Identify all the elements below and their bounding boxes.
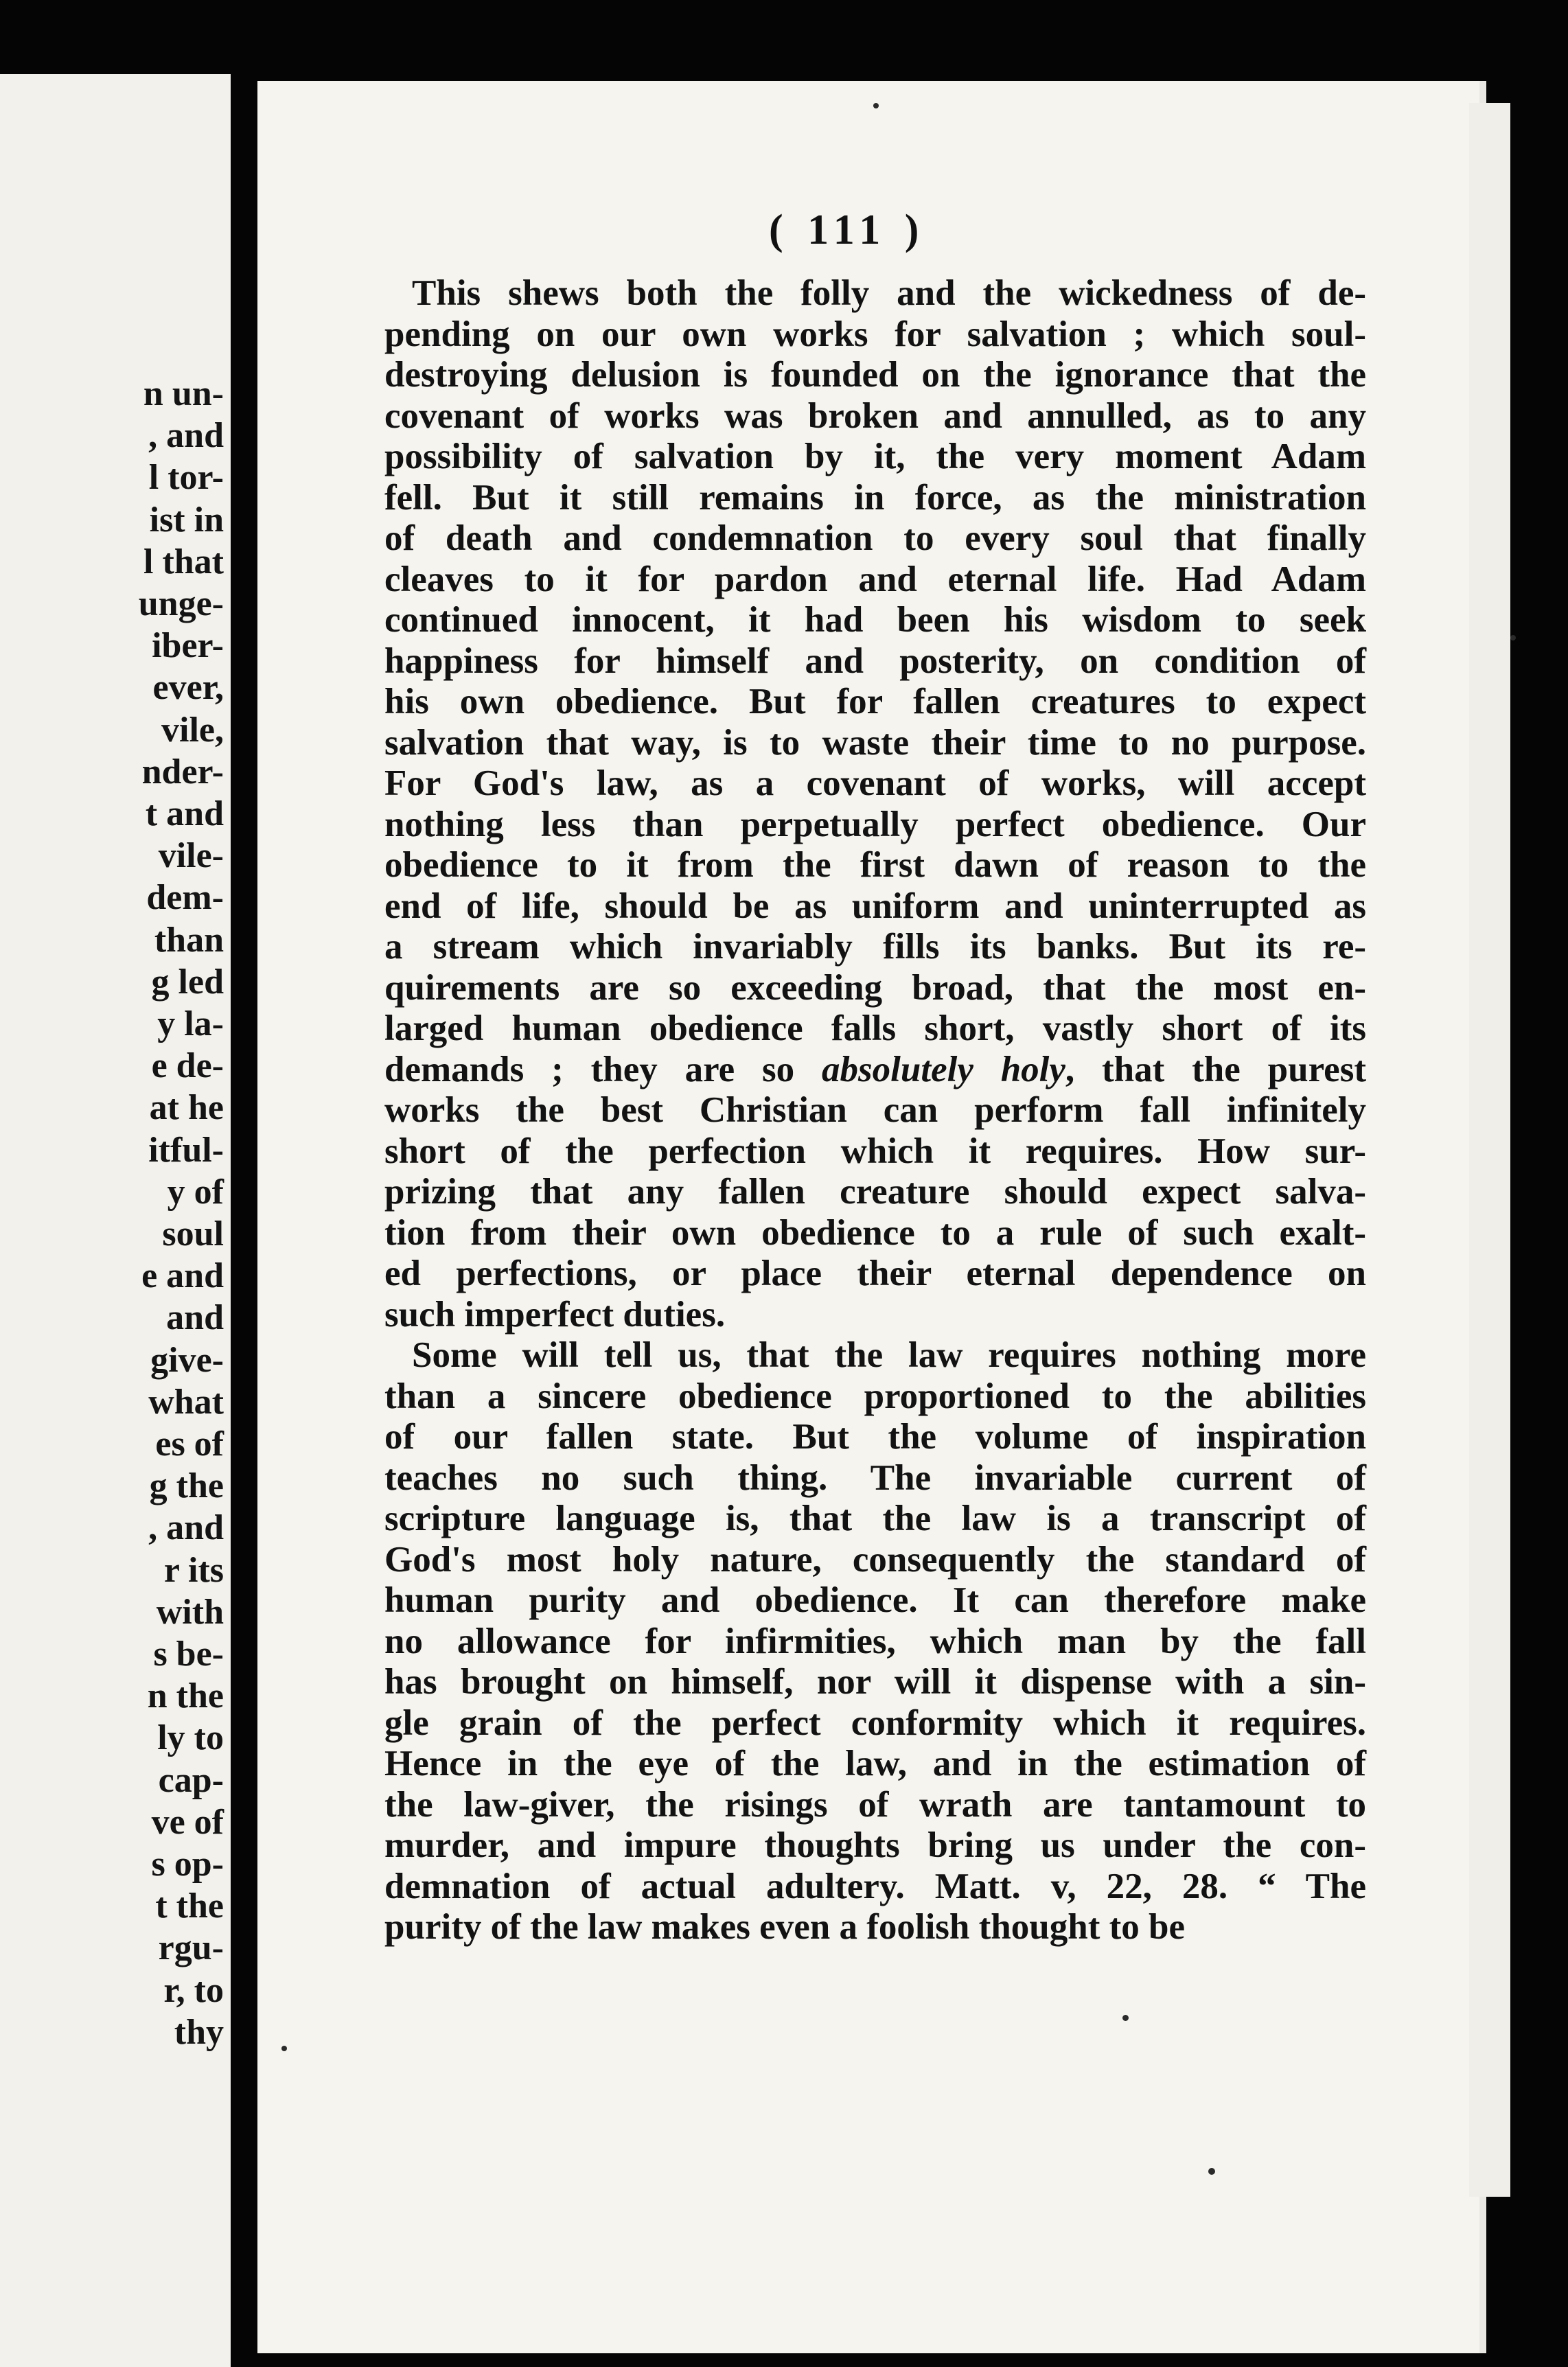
left-page-line-fragment: thy bbox=[174, 2012, 224, 2052]
text-line: larged human obedience falls short, vastly short of its bbox=[384, 1008, 1366, 1048]
text-line: pending on our own works for salvation ; which soul- bbox=[384, 314, 1366, 354]
left-page-line-fragment: e de- bbox=[151, 1046, 224, 1086]
left-page-line-fragment: l that bbox=[143, 542, 224, 581]
left-page-line-fragment: vile, bbox=[161, 710, 224, 750]
left-page-line-fragment: , and bbox=[148, 1508, 224, 1548]
paragraph bbox=[384, 273, 1366, 1335]
left-page-line-fragment: ist in bbox=[149, 500, 224, 540]
left-page-line-fragment: r its bbox=[163, 1550, 224, 1590]
text-line: covenant of works was broken and annulled, as to any bbox=[384, 395, 1366, 436]
left-page-line-fragment: y of bbox=[167, 1172, 224, 1212]
text-line: cleaves to it for pardon and eternal life. Had Adam bbox=[384, 559, 1366, 599]
text-line: the law-giver, the risings of wrath are tantamount to bbox=[384, 1784, 1366, 1825]
left-page-line-fragment: s be- bbox=[153, 1635, 224, 1674]
left-page-line-fragment: rgu- bbox=[158, 1928, 224, 1968]
text-line: tion from their own obedience to a rule of such exalt- bbox=[384, 1212, 1366, 1253]
text-line: no allowance for infirmities, which man by the fall bbox=[384, 1621, 1366, 1661]
left-page-line-fragment: cap- bbox=[158, 1760, 224, 1800]
text-line: For God's law, as a covenant of works, will accept bbox=[384, 763, 1366, 803]
text-line: such imperfect duties. bbox=[384, 1294, 726, 1335]
text-line: prizing that any fallen creature should expect salva- bbox=[384, 1172, 1366, 1212]
text-line: scripture language is, that the law is a transcript of bbox=[384, 1499, 1366, 1538]
left-page-line-fragment: unge- bbox=[138, 584, 224, 623]
ink-spot bbox=[1122, 2015, 1129, 2021]
left-page-line-fragment: g the bbox=[149, 1466, 224, 1506]
left-page-line-fragment: r, to bbox=[163, 1970, 224, 2010]
text-line: teaches no such thing. The invariable current of bbox=[384, 1457, 1366, 1498]
left-page-line-fragment: , and bbox=[148, 416, 224, 456]
page-number: ( 111 ) bbox=[769, 207, 926, 253]
left-page-line-fragment: t the bbox=[155, 1886, 224, 1926]
left-page-line-fragment: vile- bbox=[158, 836, 224, 876]
left-page-line-fragment: e and bbox=[141, 1256, 224, 1296]
left-page-line-fragment: soul bbox=[162, 1214, 224, 1254]
text-line: his own obedience. But for fallen creatures to expect bbox=[384, 682, 1366, 721]
left-page-line-fragment: y la- bbox=[157, 1004, 224, 1043]
left-page-line-fragment: ve of bbox=[151, 1802, 224, 1842]
left-page-line-fragment: ever, bbox=[152, 668, 224, 708]
left-page-line-fragment: ly to bbox=[157, 1718, 224, 1758]
left-page-line-fragment: s op- bbox=[151, 1845, 224, 1884]
text-line: gle grain of the perfect conformity which it requires. bbox=[384, 1702, 1366, 1743]
paragraph bbox=[384, 1335, 1366, 1948]
left-page-line-fragment: give- bbox=[150, 1340, 224, 1380]
ink-spot bbox=[1208, 2168, 1215, 2175]
text-line: human purity and obedience. It can therefore make bbox=[384, 1580, 1366, 1620]
left-page-line-fragment: with bbox=[156, 1592, 224, 1632]
left-page-line-fragment: n the bbox=[147, 1676, 224, 1716]
text-line: of death and condemnation to every soul that finally bbox=[384, 518, 1366, 558]
text-line: salvation that way, is to waste their time to no purpose. bbox=[384, 722, 1366, 763]
text-line: possibility of salvation by it, the very moment Adam bbox=[384, 437, 1366, 476]
text-line: of our fallen state. But the volume of inspiration bbox=[384, 1417, 1366, 1457]
text-line: works the best Christian can perform fall infinitely bbox=[384, 1090, 1366, 1130]
left-page-line-fragment: l tor- bbox=[148, 458, 224, 498]
text-line: a stream which invariably fills its banks. But its re- bbox=[384, 927, 1366, 967]
left-page-line-fragment: than bbox=[154, 920, 224, 960]
left-page-line-fragment: es of bbox=[155, 1424, 224, 1464]
ink-spot bbox=[281, 2046, 287, 2051]
text-line: Some will tell us, that the law requires nothing more bbox=[412, 1335, 1366, 1375]
left-page-line-fragment: n un- bbox=[143, 374, 224, 413]
text-line: short of the perfection which it requires. How sur- bbox=[384, 1131, 1366, 1171]
text-line: murder, and impure thoughts bring us under the con- bbox=[384, 1825, 1366, 1865]
ink-spot bbox=[1510, 635, 1516, 640]
text-line: fell. But it still remains in force, as the ministration bbox=[384, 477, 1366, 518]
left-page-line-fragment: nder- bbox=[141, 752, 224, 792]
facing-page-left bbox=[0, 74, 231, 2367]
text-line: than a sincere obedience proportioned to the abilities bbox=[384, 1376, 1366, 1416]
text-line: has brought on himself, nor will it dispense with a sin- bbox=[384, 1662, 1366, 1702]
text-line: destroying delusion is founded on the ignorance that the bbox=[384, 355, 1366, 395]
text-line: quirements are so exceeding broad, that the most en- bbox=[384, 967, 1366, 1008]
left-page-line-fragment: iber- bbox=[152, 626, 224, 666]
text-line: purity of the law makes even a foolish thought to be bbox=[384, 1907, 1186, 1947]
left-page-line-fragment: itful- bbox=[148, 1130, 224, 1170]
text-line: end of life, should be as uniform and uninterrupted as bbox=[384, 886, 1366, 926]
page-edge-shadow bbox=[1469, 103, 1510, 2197]
text-line: demands ; they are so absolutely holy, that the purest bbox=[384, 1049, 1366, 1089]
left-page-line-fragment: t and bbox=[145, 794, 224, 833]
text-line: demnation of actual adultery. Matt. v, 22, 28. “ The bbox=[384, 1866, 1366, 1906]
left-page-line-fragment: dem- bbox=[146, 878, 224, 918]
left-page-line-fragment: and bbox=[166, 1298, 224, 1338]
text-line: Hence in the eye of the law, and in the estimation of bbox=[384, 1744, 1366, 1783]
left-page-line-fragment: at he bbox=[149, 1088, 224, 1128]
text-line: happiness for himself and posterity, on condition of bbox=[384, 640, 1366, 681]
text-line: continued innocent, it had been his wisdom to seek bbox=[384, 600, 1366, 640]
text-line: This shews both the folly and the wickedness of de- bbox=[412, 273, 1366, 313]
left-page-line-fragment: g led bbox=[151, 962, 224, 1002]
text-line: God's most holy nature, consequently the standard of bbox=[384, 1539, 1366, 1580]
text-line: obedience to it from the first dawn of reason to the bbox=[384, 845, 1366, 885]
text-line: ed perfections, or place their eternal dependence on bbox=[384, 1254, 1366, 1293]
ink-spot bbox=[873, 103, 879, 108]
text-line: nothing less than perpetually perfect obedience. Our bbox=[384, 804, 1366, 844]
left-page-line-fragment: what bbox=[148, 1382, 224, 1422]
page-body-text bbox=[384, 273, 1366, 1948]
